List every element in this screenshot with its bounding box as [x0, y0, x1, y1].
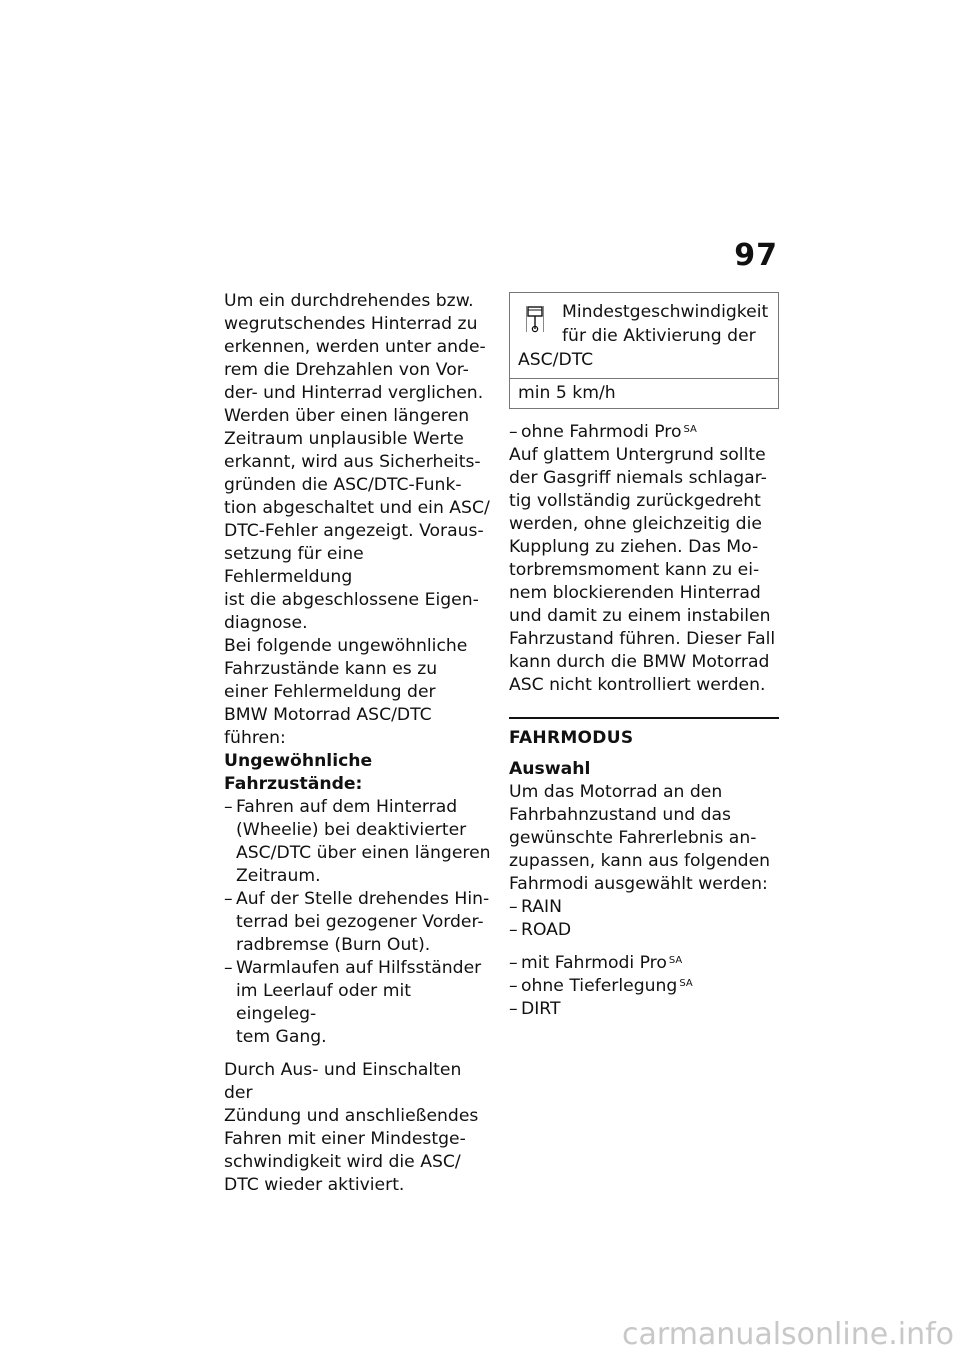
text-line: im Leerlauf oder mit eingeleg- — [236, 981, 411, 1024]
text-line: der Gasgriff niemals schlagar- — [509, 468, 767, 488]
text-line: Fahrzustände kann es zu — [224, 659, 438, 679]
text-line: nem blockierenden Hinterrad — [509, 583, 761, 603]
text-line: Warmlaufen auf Hilfsständer — [236, 958, 482, 978]
piston-icon — [526, 305, 544, 333]
text-line: einer Fehlermeldung der — [224, 682, 436, 702]
condition-no-lowering — [509, 975, 779, 998]
text-line: Auf glattem Untergrund sollte — [509, 445, 766, 465]
text-line: Durch Aus- und Einschalten der — [224, 1060, 462, 1103]
text-line: (Wheelie) bei deaktivierter — [236, 820, 467, 840]
text-line: Zeitraum unplausible Werte — [224, 429, 464, 449]
sa-marker: SA — [683, 424, 697, 435]
text-line: wegrutschendes Hinterrad zu — [224, 314, 478, 334]
intro-paragraph — [224, 290, 492, 635]
spec-title-line: Mindestgeschwindigkeit — [562, 302, 769, 322]
text-line: gründen die ASC/DTC-Funk- — [224, 475, 462, 495]
spec-header — [510, 293, 778, 379]
text-line: führen: — [224, 728, 286, 748]
list-item — [224, 888, 492, 957]
text-line: erkennen, werden unter ande- — [224, 337, 486, 357]
text-line: schwindigkeit wird die ASC/ — [224, 1152, 461, 1172]
dash-bullet: – — [509, 920, 518, 940]
text-line: Fahrmodi ausgewählt werden: — [509, 874, 768, 894]
reactivation-paragraph — [224, 1059, 492, 1197]
text-line: Werden über einen längeren — [224, 406, 470, 426]
list-item — [224, 957, 492, 1049]
text-line: torbremsmoment kann zu ei- — [509, 560, 760, 580]
text-line: Um ein durchdrehendes bzw. — [224, 291, 474, 311]
text-line: der- und Hinterrad verglichen. — [224, 383, 484, 403]
text-line: und damit zu einem instabilen — [509, 606, 771, 626]
text-line: diagnose. — [224, 613, 308, 633]
text-line: Fahrzustand führen. Dieser Fall — [509, 629, 776, 649]
text-line: setzung für eine Fehlermeldung — [224, 544, 364, 587]
condition-text: mit Fahrmodi Pro — [521, 953, 667, 973]
text-line: Kupplung zu ziehen. Das Mo- — [509, 537, 759, 557]
condition-without-pro — [509, 421, 779, 444]
condition-text: ohne Tieferlegung — [521, 976, 678, 996]
list-item — [509, 896, 779, 919]
text-line: tem Gang. — [236, 1027, 327, 1047]
text-line: gewünschte Fahrerlebnis an- — [509, 828, 757, 848]
warning-paragraph — [509, 444, 779, 697]
text-line: Auf der Stelle drehendes Hin- — [236, 889, 490, 909]
text-line: DTC wieder aktiviert. — [224, 1175, 405, 1195]
sa-marker: SA — [668, 955, 683, 966]
dash-bullet: – — [509, 976, 518, 996]
mode-dirt: DIRT — [521, 999, 561, 1019]
spec-title-line: für die Aktivierung der — [562, 326, 756, 346]
spec-value: min 5 km/h — [518, 383, 616, 403]
text-line: Fahren auf dem Hinterrad — [236, 797, 458, 817]
text-line: terrad bei gezogener Vorder- — [236, 912, 484, 932]
mode-rain: RAIN — [521, 897, 562, 917]
list-item — [224, 796, 492, 888]
spec-title-line: ASC/DTC — [518, 350, 594, 370]
modes-list — [509, 896, 779, 942]
selection-paragraph — [509, 781, 779, 896]
text-line: rem die Drehzahlen von Vor- — [224, 360, 469, 380]
list-item — [509, 998, 779, 1021]
text-line: Zeitraum. — [236, 866, 321, 886]
states-list — [224, 796, 492, 1049]
dash-bullet: – — [509, 897, 518, 917]
text-line: werden, ohne gleichzeitig die — [509, 514, 762, 534]
text-line: Zündung und anschließendes — [224, 1106, 479, 1126]
watermark: carmanualsonline.info — [622, 1317, 954, 1352]
section-title: FAHRMODUS — [509, 728, 634, 748]
page-number: 97 — [734, 238, 778, 273]
text-line: ASC/DTC über einen längeren — [236, 843, 491, 863]
text-line: ASC nicht kontrolliert werden. — [509, 675, 766, 695]
right-column — [509, 292, 779, 1021]
text-line: kann durch die BMW Motorrad — [509, 652, 770, 672]
text-line: zupassen, kann aus folgenden — [509, 851, 771, 871]
text-line: DTC-Fehler angezeigt. Voraus- — [224, 521, 484, 541]
dash-bullet: – — [509, 999, 518, 1019]
left-column — [224, 290, 492, 1197]
text-line: tion abgeschaltet und ein ASC/ — [224, 498, 490, 518]
text-line: Um das Motorrad an den — [509, 782, 723, 802]
states-heading: Ungewöhnliche Fahrzustände: — [224, 751, 373, 794]
dash-bullet: – — [509, 953, 518, 973]
dash-bullet: – — [224, 889, 233, 909]
text-line: erkannt, wird aus Sicherheits- — [224, 452, 481, 472]
text-line: BMW Motorrad ASC/DTC — [224, 705, 432, 725]
text-line: ist die abgeschlossene Eigen- — [224, 590, 479, 610]
spec-table — [509, 292, 779, 409]
text-line: Fahrbahnzustand und das — [509, 805, 731, 825]
section-divider — [509, 717, 779, 719]
subsection-title: Auswahl — [509, 759, 591, 779]
dash-bullet: – — [224, 958, 233, 978]
list-item — [509, 919, 779, 942]
condition-with-pro — [509, 952, 779, 975]
text-line: Bei folgende ungewöhnliche — [224, 636, 468, 656]
mode-road: ROAD — [521, 920, 572, 940]
text-line: radbremse (Burn Out). — [236, 935, 431, 955]
dash-bullet: – — [509, 422, 518, 442]
sa-marker: SA — [679, 978, 693, 989]
states-intro-paragraph — [224, 635, 492, 750]
text-line: tig vollständig zurückgedreht — [509, 491, 761, 511]
text-line: Fahren mit einer Mindestge- — [224, 1129, 466, 1149]
condition-text: ohne Fahrmodi Pro — [521, 422, 682, 442]
dash-bullet: – — [224, 797, 233, 817]
